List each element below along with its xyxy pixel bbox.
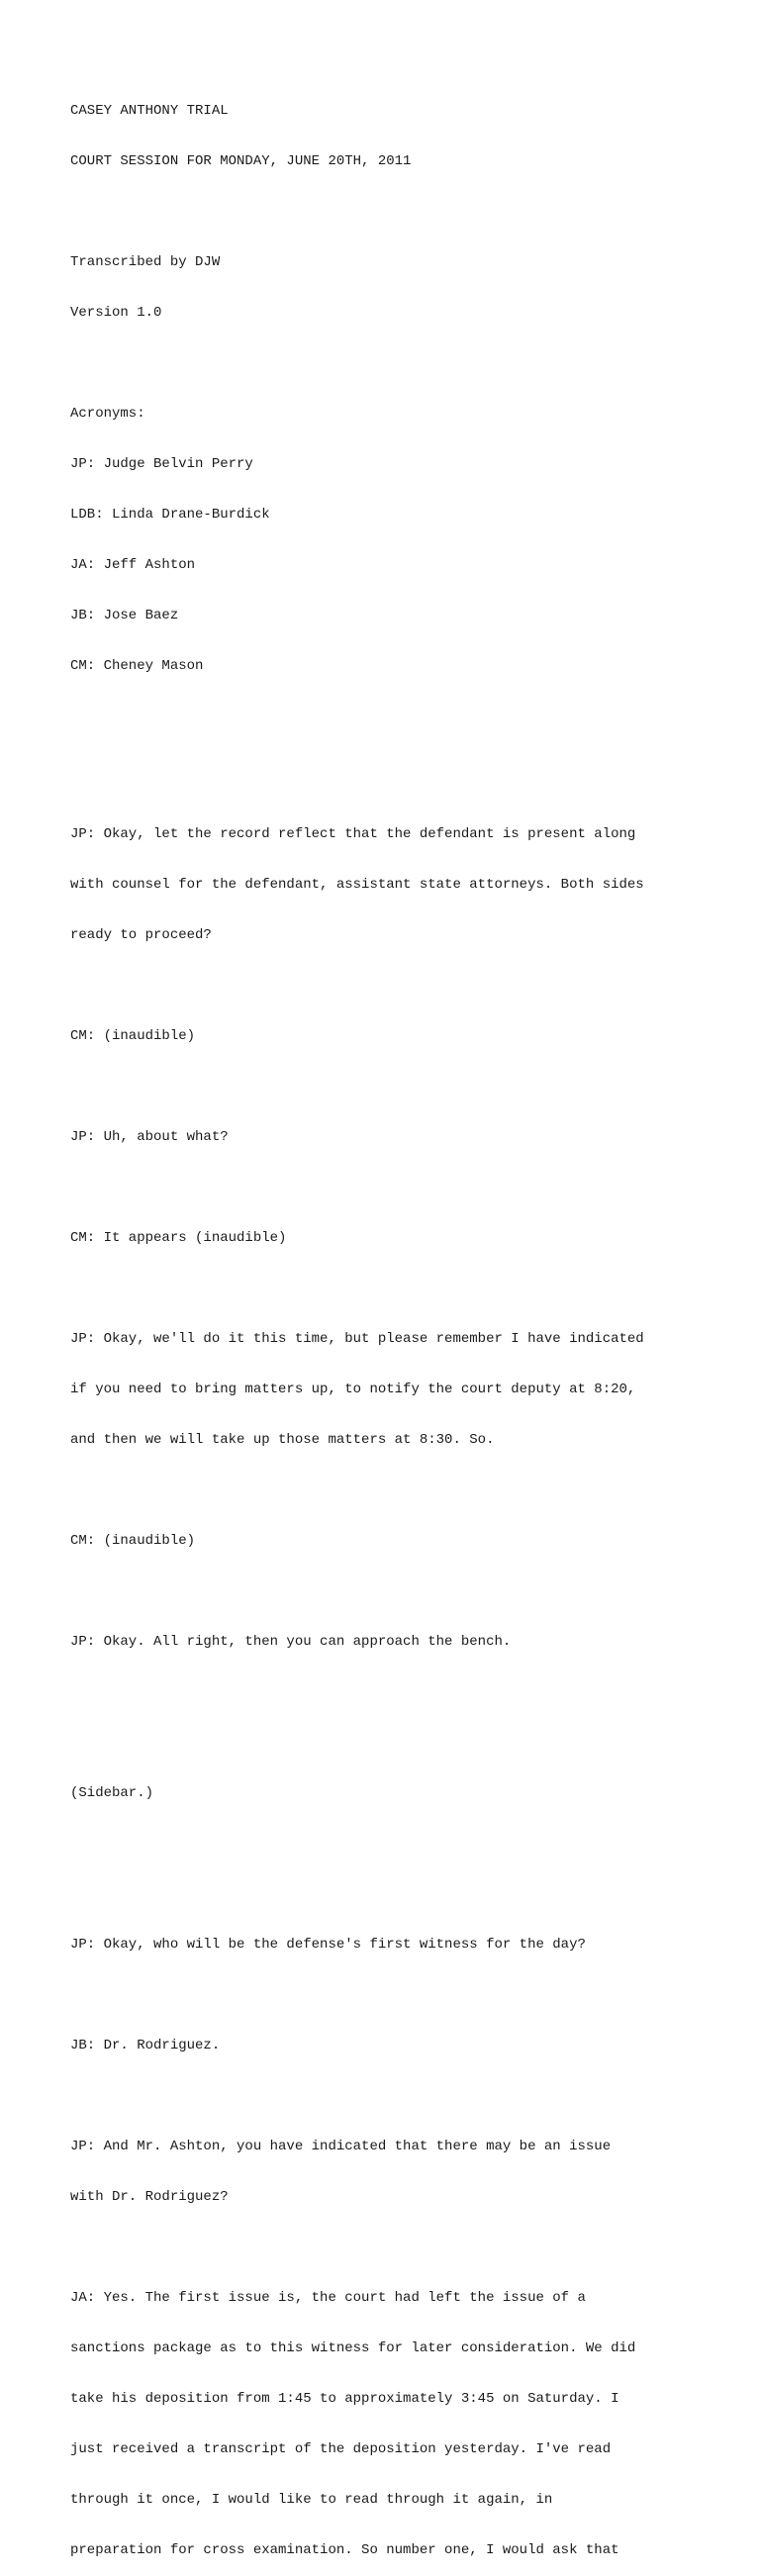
transcript-line: JB: Dr. Rodriguez. [70, 2038, 221, 2053]
transcript-line: ready to proceed? [70, 927, 212, 943]
transcript-line: preparation for cross examination. So number one, I would ask that [70, 2542, 619, 2558]
version: Version 1.0 [70, 305, 162, 321]
document-title: CASEY ANTHONY TRIAL [70, 103, 229, 119]
acronym-item: LDB: Linda Drane-Burdick [70, 507, 270, 523]
transcript-line: JP: Uh, about what? [70, 1129, 229, 1145]
transcript-line: with counsel for the defendant, assistant state attorneys. Both sides [70, 877, 644, 893]
acronyms-heading: Acronyms: [70, 406, 145, 422]
transcript-line: JP: Okay, who will be the defense's first witness for the day? [70, 1937, 586, 1953]
sidebar-note: (Sidebar.) [70, 1785, 154, 1801]
transcript-page [70, 69, 743, 2576]
transcript-line: sanctions package as to this witness for later consideration. We did [70, 2340, 636, 2356]
transcript-line: JA: Yes. The first issue is, the court had left the issue of a [70, 2290, 586, 2306]
transcript-line: JP: Okay. All right, then you can approach the bench. [70, 1634, 512, 1650]
transcript-line: JP: And Mr. Ashton, you have indicated that there may be an issue [70, 2139, 612, 2154]
transcript-line: CM: (inaudible) [70, 1533, 196, 1549]
transcript-line: CM: It appears (inaudible) [70, 1230, 287, 1246]
transcript-line: and then we will take up those matters at 8:30. So. [70, 1432, 495, 1448]
transcript-line: with Dr. Rodriguez? [70, 2189, 229, 2205]
transcript-line: JP: Okay, let the record reflect that the defendant is present along [70, 826, 636, 842]
transcriber: Transcribed by DJW [70, 254, 221, 270]
acronym-item: JB: Jose Baez [70, 608, 179, 623]
transcript-line: JP: Okay, we'll do it this time, but please remember I have indicated [70, 1331, 644, 1347]
session-date: COURT SESSION FOR MONDAY, JUNE 20TH, 2011 [70, 153, 412, 169]
transcript-line: if you need to bring matters up, to notify the court deputy at 8:20, [70, 1382, 636, 1397]
acronym-item: JA: Jeff Ashton [70, 557, 196, 573]
transcript-line: just received a transcript of the deposition yesterday. I've read [70, 2441, 612, 2457]
transcript-line: take his deposition from 1:45 to approximately 3:45 on Saturday. I [70, 2391, 619, 2407]
acronym-item: JP: Judge Belvin Perry [70, 456, 253, 472]
transcript-line: through it once, I would like to read through it again, in [70, 2492, 553, 2508]
transcript-line: CM: (inaudible) [70, 1028, 196, 1044]
acronym-item: CM: Cheney Mason [70, 658, 204, 674]
